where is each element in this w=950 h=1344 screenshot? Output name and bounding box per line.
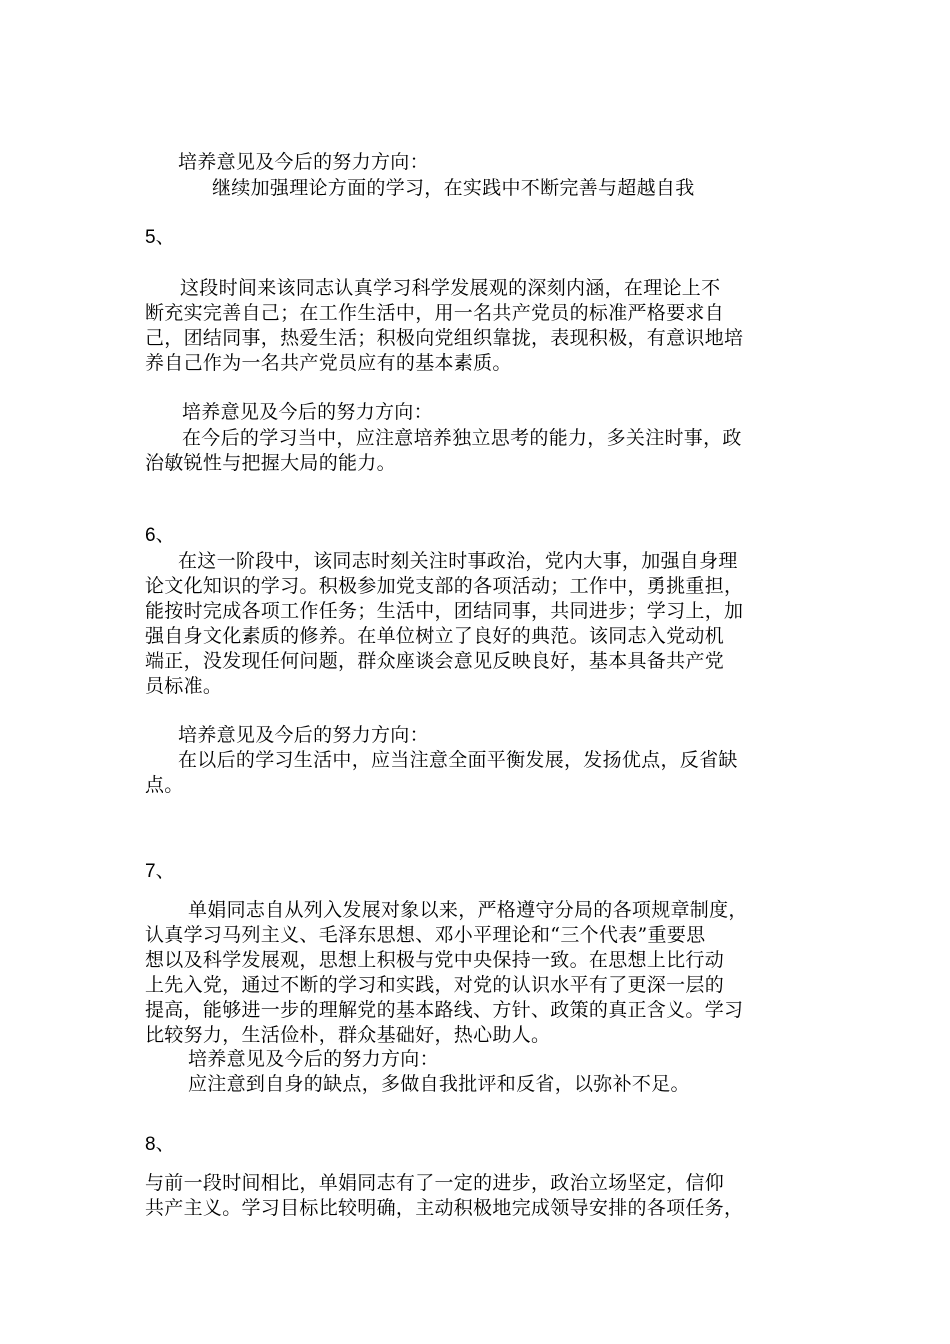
s6-number: 6、 xyxy=(145,525,175,546)
s7-body-line: 认真学习马列主义、毛泽东思想、邓小平理论和“三个代表”重要思 xyxy=(145,924,706,946)
s7-body-line: 单娟同志自从列入发展对象以来，严格遵守分局的各项规章制度， xyxy=(188,899,748,921)
s6-body-line: 员标准。 xyxy=(145,675,223,697)
s6-body-line: 端正，没发现任何问题，群众座谈会意见反映良好，基本具备共产党 xyxy=(145,650,725,672)
s5-body-line: 养自己作为一名共产党员应有的基本素质。 xyxy=(145,352,512,374)
s8-body-line: 与前一段时间相比，单娟同志有了一定的进步，政治立场坚定，信仰 xyxy=(145,1172,725,1194)
s7-body-line: 上先入党，通过不断的学习和实践，对党的认识水平有了更深一层的 xyxy=(145,974,725,996)
s6-guide-text-line: 在以后的学习生活中，应当注意全面平衡发展，发扬优点，反省缺 xyxy=(178,749,738,771)
s5-body-line: 己，团结同事，热爱生活；积极向党组织靠拢，表现积极，有意识地培 xyxy=(145,327,744,349)
s8-number: 8、 xyxy=(145,1134,175,1155)
s7-guide-text: 应注意到自身的缺点，多做自我批评和反省，以弥补不足。 xyxy=(188,1073,690,1095)
s5-number: 5、 xyxy=(145,227,175,248)
s7-number: 7、 xyxy=(145,861,175,882)
s7-body-line: 提高，能够进一步的理解党的基本路线、方针、政策的真正含义。学习 xyxy=(145,999,744,1021)
s5-body-line: 这段时间来该同志认真学习科学发展观的深刻内涵，在理论上不 xyxy=(180,277,721,299)
s7-body-line: 想以及科学发展观，思想上积极与党中央保持一致。在思想上比行动 xyxy=(145,949,725,971)
s7-body-line: 比较努力，生活俭朴，群众基础好，热心助人。 xyxy=(145,1024,551,1046)
s5-guide-text-line: 在今后的学习当中，应注意培养独立思考的能力，多关注时事，政 xyxy=(182,427,742,449)
s8-body-line: 共产主义。学习目标比较明确，主动积极地完成领导安排的各项任务， xyxy=(145,1197,744,1219)
s5-guide-heading: 培养意见及今后的努力方向： xyxy=(182,401,433,423)
s6-guide-heading: 培养意见及今后的努力方向： xyxy=(178,724,429,746)
s6-body-line: 在这一阶段中，该同志时刻关注时事政治，党内大事，加强自身理 xyxy=(178,550,738,572)
s5-body-line: 断充实完善自己；在工作生活中，用一名共产党员的标准严格要求自 xyxy=(145,302,725,324)
s6-body-line: 能按时完成各项工作任务；生活中，团结同事，共同进步；学习上，加 xyxy=(145,600,744,622)
s4-guide-heading: 培养意见及今后的努力方向： xyxy=(178,151,429,173)
s7-guide-heading: 培养意见及今后的努力方向： xyxy=(188,1048,439,1070)
s6-body-line: 论文化知识的学习。积极参加党支部的各项活动；工作中，勇挑重担， xyxy=(145,575,744,597)
s6-body-line: 强自身文化素质的修养。在单位树立了良好的典范。该同志入党动机 xyxy=(145,625,725,647)
s4-guide-text: 继续加强理论方面的学习，在实践中不断完善与超越自我 xyxy=(212,177,695,199)
s5-guide-text-line: 治敏锐性与把握大局的能力。 xyxy=(145,452,396,474)
s6-guide-text-line: 点。 xyxy=(145,774,184,796)
